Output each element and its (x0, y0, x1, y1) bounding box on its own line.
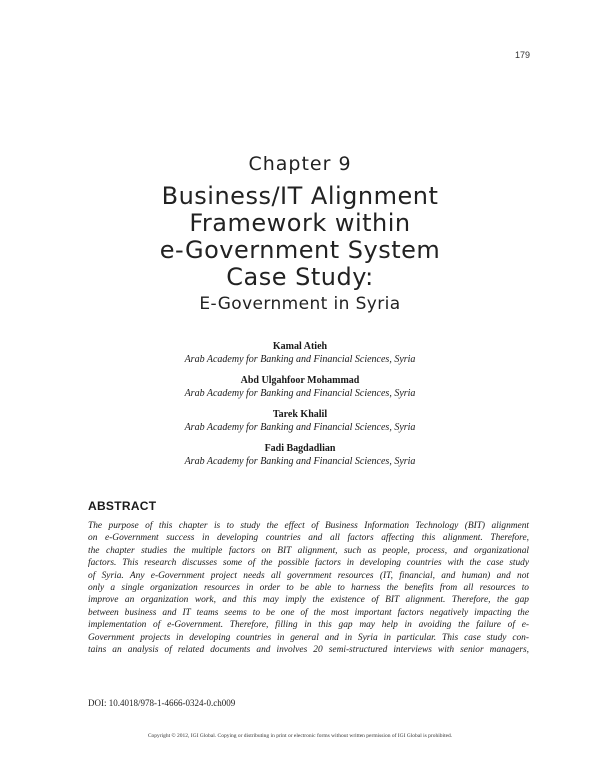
abstract-line: on e-Government success in developing countries and all factors affecting this alignment. Therefore, (88, 533, 529, 544)
chapter-title (0, 183, 600, 291)
chapter-subtitle: E-Government in Syria (199, 294, 401, 314)
author-name: Fadi Bagdadlian (264, 443, 336, 454)
abstract-line: The purpose of this chapter is to study the effect of Business Information Technology (BIT) alignment (88, 521, 529, 531)
author-name: Tarek Khalil (272, 409, 328, 420)
author-name: Kamal Atieh (272, 341, 328, 352)
abstract-line: between business and IT teams seems to be one of the most important factors negatively impacting the (88, 607, 529, 618)
abstract-line: only a single organization resources in order to be able to harness the benefits from all resources to (88, 583, 529, 594)
title-line: Case Study: (226, 263, 374, 291)
abstract-line: the chapter studies the multiple factors on BIT alignment, such as people, process, and organizational (88, 545, 529, 556)
title-line: Framework within (189, 209, 411, 237)
title-line: Business/IT Alignment (161, 182, 439, 210)
author-list (0, 340, 600, 476)
author-affiliation: Arab Academy for Banking and Financial Sciences, Syria (184, 388, 416, 399)
page-number: 179 (514, 50, 530, 60)
copyright-notice: Copyright © 2012, IGI Global. Copying or distributing in print or electronic forms without written permission of IGI Global is prohibited. (147, 733, 453, 739)
author-affiliation: Arab Academy for Banking and Financial Sciences, Syria (184, 422, 416, 433)
author-entry (0, 442, 600, 468)
abstract-heading: ABSTRACT (88, 499, 157, 513)
doi-reference: DOI: 10.4018/978-1-4666-0324-0.ch009 (88, 698, 236, 708)
abstract-line: implementation of e-Government. Therefore, filling in this gap may help in avoiding the failure of e- (88, 620, 529, 631)
abstract-body (88, 520, 529, 656)
abstract-line: of Syria. Any e-Government project needs all government resources (IT, financial, and human) and not (88, 570, 529, 581)
author-name: Abd Ulgahfoor Mohammad (240, 375, 360, 386)
author-affiliation: Arab Academy for Banking and Financial Sciences, Syria (184, 354, 416, 365)
chapter-label: Chapter 9 (248, 153, 352, 175)
abstract-line: factors. This research discusses some of the possible factors in developing countries with the case study (88, 558, 529, 569)
abstract-line: tains an analysis of related documents and involves 20 semi-structured interviews with senior managers, (88, 645, 529, 656)
abstract-line: Government projects in developing countries in general and in Syria in particular. This case study con- (88, 632, 529, 643)
author-entry (0, 374, 600, 400)
author-entry (0, 340, 600, 366)
title-line: e-Government System (159, 236, 441, 264)
author-entry (0, 408, 600, 434)
abstract-line: improve an organization work, and this may imply the existence of BIT alignment. Therefore, the gap (88, 595, 529, 606)
author-affiliation: Arab Academy for Banking and Financial Sciences, Syria (184, 456, 416, 467)
